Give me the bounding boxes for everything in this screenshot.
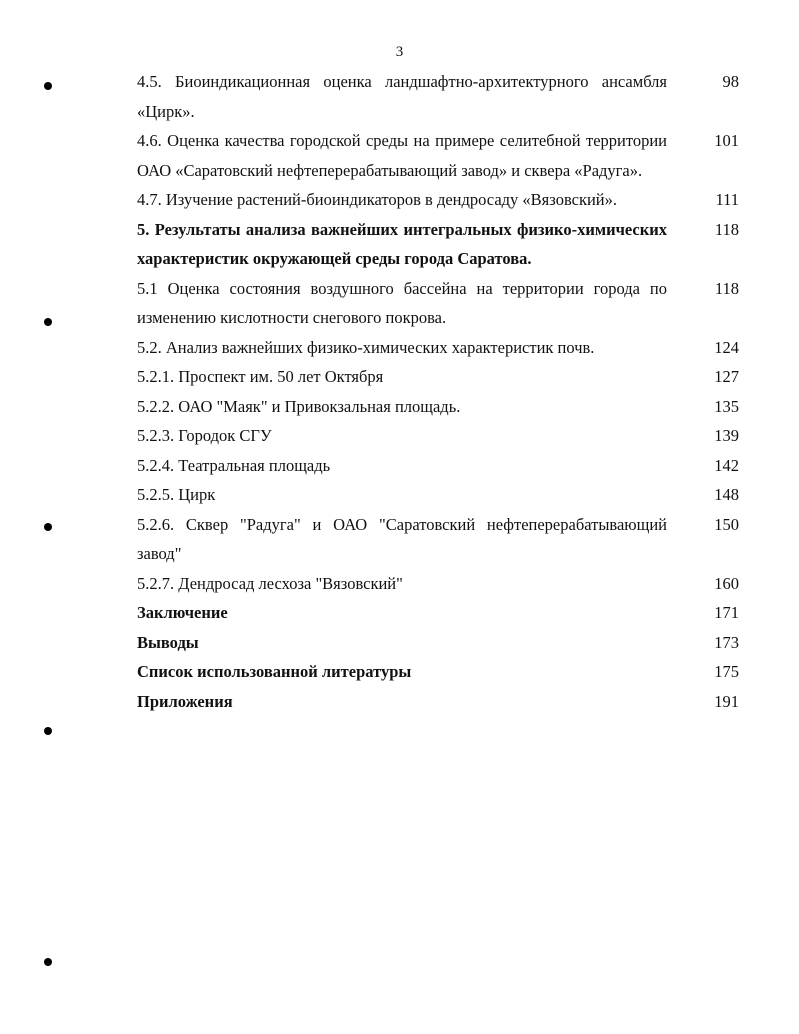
toc-entry-section bbox=[137, 628, 745, 658]
toc-entry-title: 5.2.5. Цирк bbox=[137, 485, 216, 504]
toc-entry-page: 111 bbox=[715, 190, 739, 209]
toc-entry bbox=[137, 333, 745, 363]
toc-entry-title: Приложения bbox=[137, 691, 233, 711]
toc-entry bbox=[137, 480, 745, 510]
toc-entry-title: 4.5. Биоиндикационная оценка ландшафтно-архитектурного ансамбля «Цирк». bbox=[137, 72, 667, 121]
binder-hole-mark bbox=[44, 523, 52, 531]
toc-entry-page: 135 bbox=[714, 396, 739, 416]
toc-entry-page: 98 bbox=[722, 72, 739, 91]
toc-entry-page: 175 bbox=[714, 662, 739, 681]
toc-entry-title: 5.1 Оценка состояния воздушного бассейна на территории города по изменению кислотности снегового покрова. bbox=[137, 278, 667, 327]
toc-entry-title: 5.2.4. Театральная площадь bbox=[137, 455, 331, 475]
toc-entry-title: Выводы bbox=[137, 632, 199, 652]
toc-entry bbox=[137, 569, 745, 599]
page-number: 3 bbox=[395, 44, 404, 60]
toc-entry bbox=[137, 421, 745, 451]
binder-hole-mark bbox=[44, 82, 52, 90]
toc-entry-title: 5.2.2. ОАО "Маяк" и Привокзальная площадь. bbox=[137, 396, 461, 416]
toc-entry-page: 150 bbox=[714, 514, 739, 534]
toc-entry-title: 4.7. Изучение растений-биоиндикаторов в дендросаду «Вязовский». bbox=[137, 190, 618, 209]
toc-entry bbox=[137, 510, 745, 569]
toc-entry bbox=[137, 185, 745, 215]
toc-entry bbox=[137, 126, 745, 185]
toc-entry-title: 4.6. Оценка качества городской среды на примере селитебной территории ОАО «Саратовский нефтеперерабатывающий завод» и сквера «Радуга». bbox=[137, 131, 667, 180]
toc-entry-page: 124 bbox=[714, 337, 739, 357]
toc-entry-title: 5.2.7. Дендросад лесхоза "Вязовский" bbox=[137, 573, 403, 593]
toc-entry-page: 127 bbox=[714, 367, 739, 386]
toc-entry-page: 139 bbox=[714, 426, 739, 445]
toc-entry-title: 5.2. Анализ важнейших физико-химических характеристик почв. bbox=[137, 337, 595, 357]
toc-entry-page: 191 bbox=[714, 691, 739, 711]
toc-entry-page: 142 bbox=[714, 455, 739, 475]
toc-entry-page: 118 bbox=[714, 278, 739, 298]
toc-entry-chapter bbox=[137, 215, 745, 274]
toc-entry-page: 148 bbox=[714, 485, 739, 504]
binder-hole-mark bbox=[44, 318, 52, 326]
toc-entry-page: 160 bbox=[714, 573, 739, 593]
toc-entry bbox=[137, 67, 745, 126]
toc-entry-page: 118 bbox=[714, 219, 739, 239]
toc-entry-title: 5.2.3. Городок СГУ bbox=[137, 426, 272, 445]
table-of-contents bbox=[137, 67, 745, 716]
toc-entry-title: Заключение bbox=[137, 603, 228, 622]
toc-entry bbox=[137, 362, 745, 392]
toc-entry-page: 171 bbox=[714, 603, 739, 622]
toc-entry-page: 101 bbox=[714, 131, 739, 150]
toc-entry-title: Список использованной литературы bbox=[137, 662, 412, 681]
binder-hole-mark bbox=[44, 727, 52, 735]
binder-hole-mark bbox=[44, 958, 52, 966]
toc-entry-title: 5.2.1. Проспект им. 50 лет Октября bbox=[137, 367, 384, 386]
toc-entry bbox=[137, 274, 745, 333]
toc-entry-title: 5. Результаты анализа важнейших интегральных физико-химических характеристик окружающей среды города Саратова. bbox=[137, 219, 667, 268]
toc-entry-section bbox=[137, 687, 745, 717]
toc-entry-title: 5.2.6. Сквер "Радуга" и ОАО "Саратовский нефтеперерабатывающий завод" bbox=[137, 514, 667, 563]
toc-entry-page: 173 bbox=[714, 632, 739, 652]
toc-entry bbox=[137, 392, 745, 422]
toc-entry bbox=[137, 451, 745, 481]
toc-entry-section bbox=[137, 598, 745, 628]
toc-entry-section bbox=[137, 657, 745, 687]
